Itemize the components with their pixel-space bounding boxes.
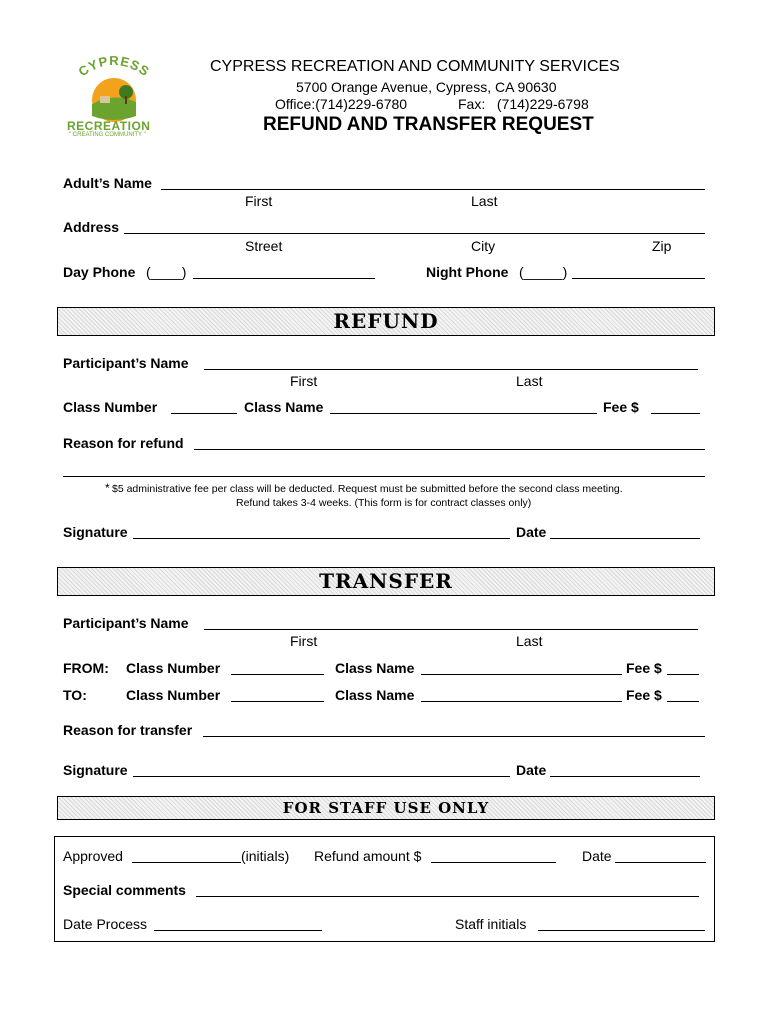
night-phone-areacode[interactable]: (_____): [519, 264, 568, 280]
refund-class-number-label: Class Number: [63, 399, 158, 415]
date-process-label: Date Process: [63, 916, 148, 932]
from-fee-field[interactable]: [667, 674, 699, 675]
approved-label: Approved: [63, 848, 123, 864]
date-process-field[interactable]: [154, 930, 322, 931]
transfer-participant-label: Participant’s Name: [63, 615, 189, 631]
from-class-number-label: Class Number: [126, 660, 221, 676]
special-comments-label: Special comments: [63, 882, 186, 898]
logo-tagline: " CREATING COMMUNITY ": [69, 132, 146, 138]
transfer-date-label: Date: [516, 762, 547, 778]
adult-name-field[interactable]: [161, 189, 705, 190]
to-class-name-field[interactable]: [421, 701, 622, 702]
refund-heading-band: [57, 307, 715, 336]
refund-reason-field-2[interactable]: [63, 476, 705, 477]
refund-last-caption: Last: [516, 373, 543, 389]
svg-text:CYPRESS: CYPRESS: [75, 52, 153, 80]
staff-heading: FOR STAFF USE ONLY: [282, 799, 490, 817]
night-phone-field[interactable]: [572, 278, 705, 279]
adult-first-caption: First: [245, 193, 273, 209]
transfer-reason-field[interactable]: [203, 736, 705, 737]
refund-heading: REFUND: [333, 309, 439, 333]
transfer-signature-field[interactable]: [133, 776, 510, 777]
org-address: 5700 Orange Avenue, Cypress, CA 90630: [296, 79, 557, 95]
adult-last-caption: Last: [471, 193, 498, 209]
from-class-name-label: Class Name: [335, 660, 415, 676]
initials-label: (initials): [241, 848, 290, 864]
refund-signature-field[interactable]: [133, 538, 510, 539]
staff-heading-band: [57, 796, 715, 820]
transfer-to-label: TO:: [63, 687, 87, 703]
transfer-first-caption: First: [290, 633, 318, 649]
staff-date-label: Date: [582, 848, 612, 864]
zip-caption: Zip: [652, 238, 672, 254]
refund-note-star: *: [105, 481, 110, 495]
transfer-signature-label: Signature: [63, 762, 128, 778]
address-label: Address: [63, 219, 120, 235]
street-caption: Street: [245, 238, 283, 254]
refund-signature-label: Signature: [63, 524, 128, 540]
page-title: REFUND AND TRANSFER REQUEST: [263, 114, 594, 135]
day-phone-label: Day Phone: [63, 264, 136, 280]
refund-fee-field[interactable]: [651, 413, 700, 414]
refund-first-caption: First: [290, 373, 318, 389]
to-class-number-field[interactable]: [231, 701, 324, 702]
city-caption: City: [471, 238, 496, 254]
refund-reason-label: Reason for refund: [63, 435, 184, 451]
refund-class-name-label: Class Name: [244, 399, 324, 415]
from-class-name-field[interactable]: [421, 674, 622, 675]
refund-note-line1: $5 administrative fee per class will be deducted. Request must be submitted before the second class meeting.: [112, 483, 623, 495]
fax-number: Fax: (714)229-6798: [458, 96, 589, 112]
address-field[interactable]: [124, 233, 705, 234]
from-class-number-field[interactable]: [231, 674, 324, 675]
logo-recreation-text: RECREATION: [67, 119, 151, 133]
office-phone: Office:(714)229-6780: [275, 96, 408, 112]
refund-class-number-field[interactable]: [171, 413, 237, 414]
refund-participant-label: Participant’s Name: [63, 355, 189, 371]
refund-participant-field[interactable]: [204, 369, 698, 370]
staff-initials-field[interactable]: [538, 930, 705, 931]
day-phone-areacode[interactable]: (____): [146, 264, 187, 280]
staff-initials-label: Staff initials: [455, 916, 527, 932]
to-fee-label: Fee $: [626, 687, 662, 703]
transfer-heading-band: [57, 567, 715, 596]
refund-date-field[interactable]: [550, 538, 700, 539]
day-phone-field[interactable]: [193, 278, 375, 279]
to-class-name-label: Class Name: [335, 687, 415, 703]
transfer-date-field[interactable]: [550, 776, 700, 777]
staff-date-field[interactable]: [615, 862, 706, 863]
refund-reason-field[interactable]: [194, 449, 705, 450]
transfer-reason-label: Reason for transfer: [63, 722, 193, 738]
approved-field[interactable]: [132, 862, 241, 863]
special-comments-field[interactable]: [196, 896, 699, 897]
from-fee-label: Fee $: [626, 660, 662, 676]
transfer-last-caption: Last: [516, 633, 543, 649]
refund-note-line2: Refund takes 3-4 weeks. (This form is for contract classes only): [236, 497, 532, 509]
refund-class-name-field[interactable]: [330, 413, 597, 414]
night-phone-label: Night Phone: [426, 264, 509, 280]
refund-amount-label: Refund amount $: [314, 848, 422, 864]
adult-name-label: Adult’s Name: [63, 175, 152, 191]
transfer-heading: TRANSFER: [319, 569, 453, 593]
refund-amount-field[interactable]: [431, 862, 556, 863]
refund-fee-label: Fee $: [603, 399, 639, 415]
refund-date-label: Date: [516, 524, 547, 540]
to-class-number-label: Class Number: [126, 687, 221, 703]
org-name: CYPRESS RECREATION AND COMMUNITY SERVICES: [210, 58, 620, 75]
transfer-from-label: FROM:: [63, 660, 109, 676]
to-fee-field[interactable]: [667, 701, 699, 702]
transfer-participant-field[interactable]: [204, 629, 698, 630]
